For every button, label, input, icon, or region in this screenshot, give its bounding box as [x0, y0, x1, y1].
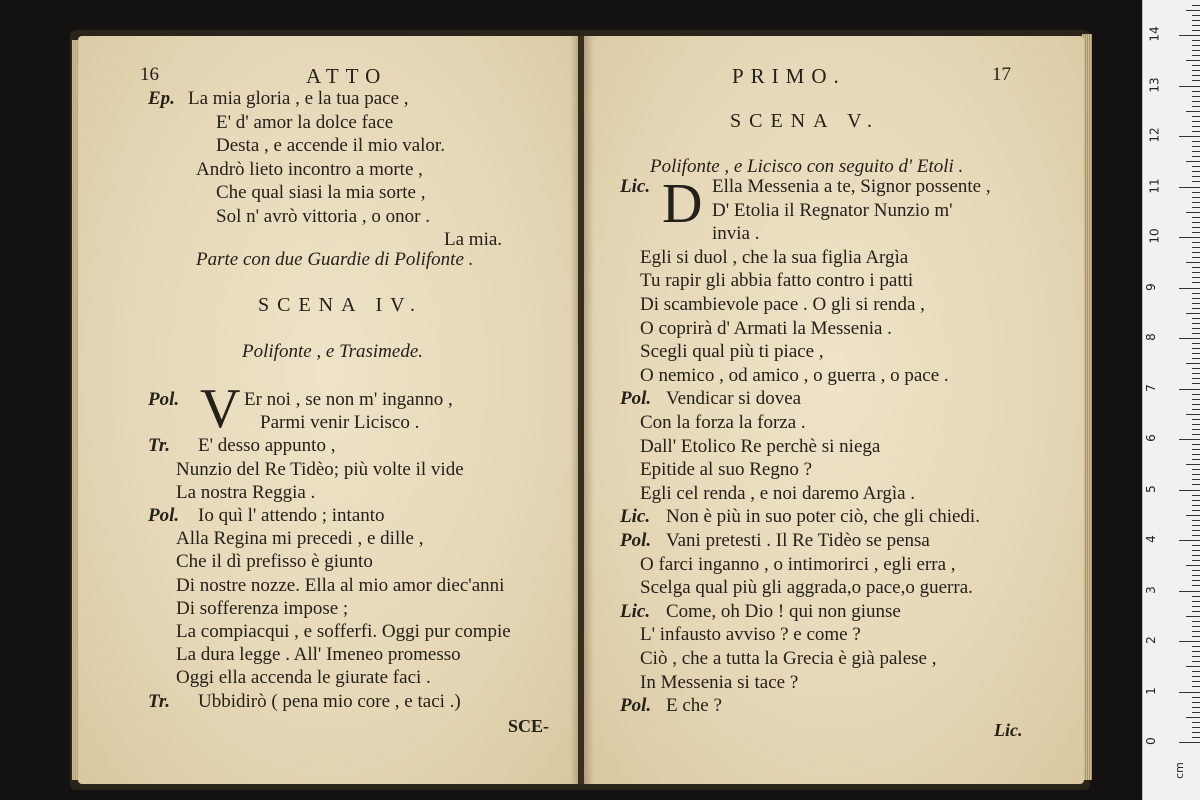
ruler-tick: [1186, 616, 1200, 617]
verse-line: Scegli qual più ti piace ,: [640, 341, 824, 363]
left-scene-heading: SCENA IV.: [258, 294, 423, 316]
ruler-tick: [1192, 601, 1200, 602]
verse-line: E' d' amor la dolce face: [216, 111, 394, 133]
ruler-tick: [1192, 181, 1200, 182]
ruler-tick: [1192, 646, 1200, 647]
ruler-tick: [1192, 217, 1200, 218]
verse-line: Io quì l' attendo ; intanto: [198, 505, 385, 526]
verse-line: Con la forza la forza .: [640, 412, 806, 433]
ruler-unit: cm: [1172, 762, 1186, 779]
ruler-tick: [1179, 338, 1200, 339]
ruler-tick: [1192, 651, 1200, 652]
ruler-tick: [1192, 409, 1200, 410]
ruler-tick: [1192, 580, 1200, 581]
verse-line: E che ?: [666, 695, 722, 717]
ruler-tick: [1192, 383, 1200, 384]
ruler-tick: [1192, 131, 1200, 132]
verse-line: Di sofferenza impose ;: [176, 597, 349, 619]
ruler-tick: [1192, 671, 1200, 672]
ruler-tick: [1192, 459, 1200, 460]
ruler-tick: [1186, 161, 1200, 162]
ruler-tick: [1192, 697, 1200, 698]
ruler-number: 9: [1143, 282, 1158, 291]
ruler-tick: [1192, 156, 1200, 157]
ruler-tick: [1186, 666, 1200, 667]
ruler-tick: [1192, 399, 1200, 400]
speaker-label: Pol.: [148, 505, 180, 526]
verse-line: Come, oh Dio ! qui non giunse: [666, 600, 901, 622]
ruler-tick: [1186, 363, 1200, 364]
ruler-tick: [1192, 434, 1200, 435]
ruler-tick: [1192, 197, 1200, 198]
ruler-tick: [1186, 565, 1200, 566]
left-catchword: SCE-: [508, 716, 550, 736]
speaker-label: Pol.: [148, 389, 180, 410]
ruler-tick: [1192, 737, 1200, 738]
speaker-label: Tr.: [148, 435, 170, 457]
ruler-number: 11: [1147, 177, 1162, 194]
ruler-tick: [1192, 570, 1200, 571]
ruler-tick: [1192, 712, 1200, 713]
ruler-tick: [1192, 20, 1200, 21]
ruler-tick: [1179, 692, 1200, 693]
verse-line: In Messenia si tace ?: [640, 671, 799, 693]
verse-line: La mia gloria , e la tua pace ,: [188, 88, 409, 109]
ruler-tick: [1186, 10, 1200, 11]
ruler-tick: [1192, 343, 1200, 344]
ruler-tick: [1192, 146, 1200, 147]
ruler-tick: [1192, 535, 1200, 536]
ruler-tick: [1186, 313, 1200, 314]
ruler-tick: [1192, 40, 1200, 41]
ruler-tick: [1192, 469, 1200, 470]
ruler-tick: [1192, 525, 1200, 526]
ruler-tick: [1192, 91, 1200, 92]
ruler-tick: [1192, 333, 1200, 334]
ruler-tick: [1192, 656, 1200, 657]
ruler-number: 6: [1143, 434, 1158, 442]
ruler-tick: [1192, 202, 1200, 203]
verse-line: Di nostre nozze. Ella al mio amor diec'anni: [176, 574, 505, 596]
ruler-tick: [1192, 626, 1200, 627]
scale-ruler: [1142, 0, 1200, 800]
verse-line: D' Etolia il Regnator Nunzio m': [712, 199, 953, 221]
ruler-tick: [1192, 323, 1200, 324]
ruler-tick: [1192, 585, 1200, 586]
ruler-tick: [1192, 474, 1200, 475]
verse-line: Ubbidirò ( pena mio core , e taci .): [198, 690, 461, 712]
verse-line: O nemico , od amico , o guerra , o pace .: [640, 364, 949, 386]
ruler-tick: [1179, 86, 1200, 87]
ruler-tick: [1186, 464, 1200, 465]
verse-line: L' infausto avviso ? e come ?: [640, 624, 861, 646]
verse-line: Egli si duol , che la sua figlia Argìa: [640, 246, 909, 268]
ruler-tick: [1192, 479, 1200, 480]
ruler-tick: [1192, 222, 1200, 223]
ruler-number: 3: [1143, 585, 1158, 594]
left-drop-cap: V: [200, 378, 241, 440]
ruler-tick: [1179, 237, 1200, 238]
ruler-tick: [1192, 353, 1200, 354]
ruler-tick: [1192, 575, 1200, 576]
ruler-tick: [1192, 303, 1200, 304]
verse-line: Alla Regina mi precedi , e dille ,: [176, 528, 424, 550]
right-scene-heading: SCENA V.: [730, 110, 880, 132]
ruler-tick: [1192, 242, 1200, 243]
speaker-label: Pol.: [620, 695, 652, 717]
ruler-tick: [1192, 106, 1200, 107]
ruler-tick: [1192, 681, 1200, 682]
ruler-number: 2: [1143, 636, 1158, 644]
ruler-tick: [1192, 419, 1200, 420]
ruler-tick: [1179, 187, 1200, 188]
ruler-tick: [1192, 55, 1200, 56]
ruler-tick: [1192, 676, 1200, 677]
ruler-tick: [1192, 192, 1200, 193]
left-characters: Polifonte , e Trasimede.: [242, 341, 424, 362]
ruler-tick: [1192, 368, 1200, 369]
ruler-number: 7: [1143, 383, 1158, 392]
speaker-label: Lic.: [620, 600, 651, 622]
verse-line: Scelga qual più gli aggrada,o pace,o guerra.: [640, 577, 973, 599]
ruler-tick: [1192, 80, 1200, 81]
ruler-tick: [1192, 555, 1200, 556]
right-page: [584, 36, 1084, 784]
ruler-tick: [1179, 35, 1200, 36]
verse-line: Che il dì prefisso è giunto: [176, 551, 373, 573]
ruler-tick: [1192, 298, 1200, 299]
ruler-number: 5: [1143, 484, 1158, 493]
verse-line: O coprirà d' Armati la Messenia .: [640, 317, 892, 339]
ruler-tick: [1179, 136, 1200, 137]
verse-line: Sol n' avrò vittoria , o onor .: [216, 205, 430, 227]
verse-line: Tu rapir gli abbia fatto contro i patti: [640, 270, 914, 292]
ruler-tick: [1192, 96, 1200, 97]
ruler-tick: [1192, 101, 1200, 102]
ruler-tick: [1192, 70, 1200, 71]
ruler-tick: [1192, 282, 1200, 283]
left-running-head: ATTO: [306, 64, 388, 88]
ruler-tick: [1192, 484, 1200, 485]
ruler-tick: [1192, 166, 1200, 167]
verse-line: La compiacqui , e sofferfi. Oggi pur compie: [176, 621, 511, 642]
ruler-tick: [1186, 515, 1200, 516]
ruler-tick: [1192, 636, 1200, 637]
speaker-label: Ep.: [148, 88, 175, 109]
book-gutter: [570, 36, 594, 784]
ruler-tick: [1192, 328, 1200, 329]
ruler-tick: [1192, 5, 1200, 6]
ruler-tick: [1192, 621, 1200, 622]
ruler-tick: [1192, 550, 1200, 551]
left-stage-direction: Parte con due Guardie di Polifonte .: [196, 249, 474, 270]
ruler-tick: [1192, 45, 1200, 46]
ruler-tick: [1192, 444, 1200, 445]
verse-line: Vendicar si dovea: [666, 388, 802, 410]
verse-line: Desta , e accende il mio valor.: [216, 135, 445, 156]
ruler-tick: [1179, 439, 1200, 440]
ruler-tick: [1192, 495, 1200, 496]
speaker-label: Tr.: [148, 690, 170, 712]
ruler-tick: [1192, 404, 1200, 405]
ruler-tick: [1192, 257, 1200, 258]
right-running-head: PRIMO.: [732, 64, 846, 88]
ruler-tick: [1192, 25, 1200, 26]
verse-line: Egli cel renda , e noi daremo Argìa .: [640, 482, 916, 504]
ruler-tick: [1192, 732, 1200, 733]
ruler-tick: [1186, 414, 1200, 415]
ruler-number: 1: [1143, 686, 1158, 695]
ruler-tick: [1179, 742, 1200, 743]
ruler-tick: [1192, 505, 1200, 506]
ruler-tick: [1192, 227, 1200, 228]
verse-line: Epitide al suo Regno ?: [640, 459, 813, 481]
verse-line: Vani pretesti . Il Re Tidèo se pensa: [666, 530, 930, 551]
ruler-tick: [1192, 50, 1200, 51]
ruler-tick: [1186, 212, 1200, 213]
verse-line: O farci inganno , o intimorirci , egli erra ,: [640, 553, 956, 575]
verse-line: Oggi ella accenda le giurate faci .: [176, 667, 431, 689]
ruler-number: 10: [1147, 228, 1162, 244]
verse-line: Non è più in suo poter ciò, che gli chiedi.: [666, 506, 980, 528]
ruler-tick: [1186, 60, 1200, 61]
speaker-label: Lic.: [620, 506, 651, 528]
ruler-tick: [1192, 277, 1200, 278]
ruler-tick: [1192, 520, 1200, 521]
ruler-tick: [1192, 121, 1200, 122]
ruler-number: 14: [1147, 26, 1162, 42]
ruler-tick: [1192, 116, 1200, 117]
ruler-tick: [1192, 686, 1200, 687]
verse-line: Ella Messenia a te, Signor possente ,: [712, 176, 991, 197]
ruler-tick: [1179, 490, 1200, 491]
ruler-number: 13: [1147, 76, 1162, 93]
ruler-number: 8: [1143, 333, 1158, 341]
ruler-tick: [1192, 176, 1200, 177]
ruler-tick: [1192, 171, 1200, 172]
ruler-tick: [1192, 267, 1200, 268]
ruler-tick: [1192, 727, 1200, 728]
ruler-tick: [1192, 429, 1200, 430]
ruler-tick: [1186, 262, 1200, 263]
ruler-tick: [1192, 702, 1200, 703]
verse-line: invia .: [712, 223, 760, 245]
ruler-tick: [1192, 560, 1200, 561]
ruler-tick: [1192, 141, 1200, 142]
left-page: [78, 36, 578, 784]
ruler-tick: [1192, 65, 1200, 66]
speaker-label: Pol.: [620, 530, 652, 551]
verse-line: Er noi , se non m' inganno ,: [244, 389, 453, 410]
ruler-tick: [1192, 308, 1200, 309]
verse-line: Parmi venir Licisco .: [260, 412, 420, 434]
right-characters: Polifonte , e Licisco con seguito d' Etoli .: [650, 156, 964, 177]
verse-line: La nostra Reggia .: [176, 481, 316, 503]
ruler-tick: [1192, 424, 1200, 425]
ruler-tick: [1192, 126, 1200, 127]
ruler-tick: [1192, 15, 1200, 16]
ruler-tick: [1192, 207, 1200, 208]
ruler-tick: [1192, 378, 1200, 379]
ruler-tick: [1192, 272, 1200, 273]
verse-line: E' desso appunto ,: [198, 435, 336, 457]
ruler-number: 12: [1147, 127, 1162, 143]
ruler-tick: [1192, 596, 1200, 597]
verse-line: La dura legge . All' Imeneo promesso: [176, 644, 461, 666]
ruler-tick: [1192, 454, 1200, 455]
ruler-tick: [1186, 111, 1200, 112]
ruler-tick: [1192, 252, 1200, 253]
verse-line: Che qual siasi la mia sorte ,: [216, 182, 426, 203]
ruler-tick: [1179, 288, 1200, 289]
ruler-tick: [1192, 247, 1200, 248]
ruler-tick: [1192, 151, 1200, 152]
ruler-number: 0: [1143, 737, 1158, 745]
ruler-tick: [1192, 293, 1200, 294]
ruler-tick: [1192, 500, 1200, 501]
ruler-tick: [1179, 591, 1200, 592]
ruler-tick: [1192, 75, 1200, 76]
right-page-number: 17: [992, 64, 1011, 85]
verse-line: Dall' Etolico Re perchè si niega: [640, 435, 881, 457]
verse-line: La mia.: [444, 229, 503, 250]
ruler-tick: [1192, 631, 1200, 632]
ruler-tick: [1192, 722, 1200, 723]
ruler-tick: [1186, 717, 1200, 718]
ruler-tick: [1192, 318, 1200, 319]
ruler-tick: [1192, 611, 1200, 612]
ruler-tick: [1192, 707, 1200, 708]
verse-line: Ciò , che a tutta la Grecia è già palese ,: [640, 648, 937, 669]
ruler-number: 4: [1143, 535, 1158, 543]
ruler-tick: [1192, 358, 1200, 359]
ruler-tick: [1179, 389, 1200, 390]
left-page-number: 16: [140, 64, 159, 85]
ruler-tick: [1179, 540, 1200, 541]
ruler-tick: [1192, 449, 1200, 450]
ruler-tick: [1192, 232, 1200, 233]
ruler-tick: [1192, 510, 1200, 511]
ruler-tick: [1192, 348, 1200, 349]
verse-line: Di scambievole pace . O gli si renda ,: [640, 294, 925, 315]
speaker-label: Pol.: [620, 388, 652, 410]
verse-line: Andrò lieto incontro a morte ,: [196, 158, 423, 180]
ruler-tick: [1192, 394, 1200, 395]
ruler-tick: [1192, 661, 1200, 662]
verse-line: Nunzio del Re Tidèo; più volte il vide: [176, 458, 464, 480]
speaker-label: Lic.: [620, 176, 651, 197]
right-drop-cap: D: [662, 173, 703, 235]
ruler-tick: [1192, 373, 1200, 374]
ruler-tick: [1179, 641, 1200, 642]
ruler-tick: [1192, 30, 1200, 31]
ruler-tick: [1192, 545, 1200, 546]
ruler-tick: [1192, 530, 1200, 531]
right-catchword: Lic.: [994, 720, 1023, 740]
ruler-tick: [1192, 606, 1200, 607]
